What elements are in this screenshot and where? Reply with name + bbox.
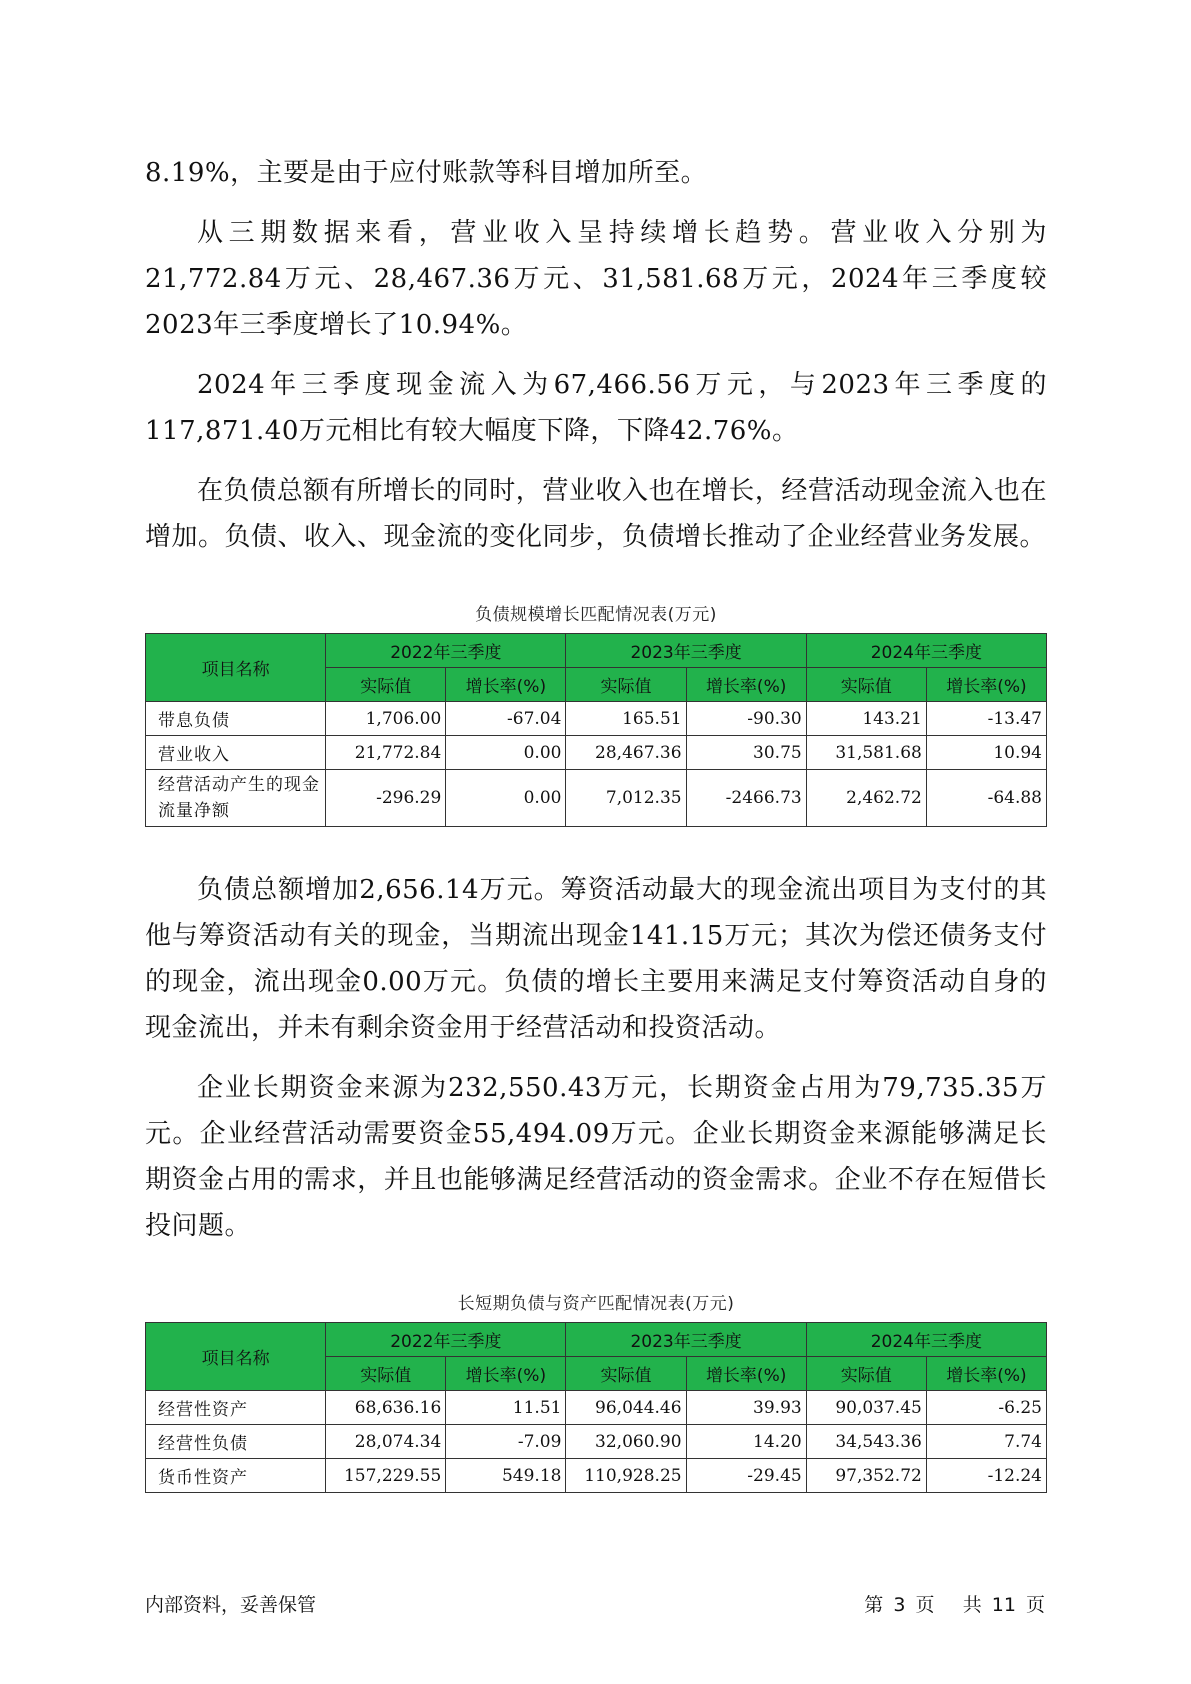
total-page-number: 11 xyxy=(991,1594,1016,1616)
table-cell: -64.88 xyxy=(926,770,1046,827)
table-cell: 2,462.72 xyxy=(806,770,926,827)
table-cell: 21,772.84 xyxy=(326,736,446,770)
table-cell: 96,044.46 xyxy=(566,1391,686,1425)
table-row xyxy=(146,1425,1047,1459)
paragraph-financing-outflow: 负债总额增加2,656.14万元。筹资活动最大的现金流出项目为支付的其他与筹资活动有关的现金，当期流出现金141.15万元；其次为偿还债务支付的现金，流出现金0.00万元。负债的增长主要用来满足支付筹资活动自身的现金流出，并未有剩余资金用于经营活动和投资活动。 xyxy=(145,875,1047,1043)
table-cell: 157,229.55 xyxy=(326,1459,446,1493)
table-cell: -29.45 xyxy=(686,1459,806,1493)
table2-caption: 长短期负债与资产匹配情况表(万元) xyxy=(457,1294,735,1314)
table-cell: 14.20 xyxy=(686,1425,806,1459)
table-cell: 30.75 xyxy=(686,736,806,770)
table-cell: 39.93 xyxy=(686,1391,806,1425)
table-cell: 32,060.90 xyxy=(566,1425,686,1459)
table-cell: 97,352.72 xyxy=(806,1459,926,1493)
actual-value-header: 实际值 xyxy=(326,1357,446,1391)
row-label: 带息负债 xyxy=(146,702,326,736)
row-label: 营业收入 xyxy=(146,736,326,770)
page-prefix: 第 xyxy=(864,1594,884,1616)
item-name-header: 项目名称 xyxy=(146,634,326,702)
growth-rate-header: 增长率(%) xyxy=(926,668,1046,702)
table-cell: 7.74 xyxy=(926,1425,1046,1459)
paragraph-long-term-funds: 企业长期资金来源为232,550.43万元，长期资金占用为79,735.35万元。企业经营活动需要资金55,494.09万元。企业长期资金来源能够满足长期资金占用的需求，并且也能够满足经营活动的资金需求。企业不存在短借长投问题。 xyxy=(145,1073,1047,1241)
table-cell: 28,467.36 xyxy=(566,736,686,770)
growth-rate-header: 增长率(%) xyxy=(446,668,566,702)
actual-value-header: 实际值 xyxy=(806,1357,926,1391)
table-row xyxy=(146,770,1047,827)
period-header: 2024年三季度 xyxy=(806,634,1046,668)
page-indicator xyxy=(862,1590,1047,1617)
period-header: 2023年三季度 xyxy=(566,1323,806,1357)
actual-value-header: 实际值 xyxy=(566,668,686,702)
growth-rate-header: 增长率(%) xyxy=(686,1357,806,1391)
table-cell: 68,636.16 xyxy=(326,1391,446,1425)
page-footer xyxy=(145,1590,1047,1617)
paragraph-revenue-trend: 从三期数据来看，营业收入呈持续增长趋势。营业收入分别为21,772.84万元、28,467.36万元、31,581.68万元，2024年三季度较2023年三季度增长了10.94%。 xyxy=(145,218,1047,340)
table-cell: -296.29 xyxy=(326,770,446,827)
table-row xyxy=(146,1459,1047,1493)
table-cell: -6.25 xyxy=(926,1391,1046,1425)
current-page-number: 3 xyxy=(893,1594,906,1616)
actual-value-header: 实际值 xyxy=(326,668,446,702)
table-cell: -67.04 xyxy=(446,702,566,736)
table-cell: 10.94 xyxy=(926,736,1046,770)
table-cell: 11.51 xyxy=(446,1391,566,1425)
table-cell: 165.51 xyxy=(566,702,686,736)
row-label: 经营活动产生的现金流量净额 xyxy=(146,770,326,827)
table-cell: -12.24 xyxy=(926,1459,1046,1493)
row-label: 经营性资产 xyxy=(146,1391,326,1425)
paragraph-continuation: 8.19%，主要是由于应付账款等科目增加所至。 xyxy=(145,158,708,188)
row-label: 货币性资产 xyxy=(146,1459,326,1493)
page-unit: 页 xyxy=(915,1594,935,1616)
table1-caption: 负债规模增长匹配情况表(万元) xyxy=(475,605,717,625)
period-header: 2022年三季度 xyxy=(326,1323,566,1357)
table-row xyxy=(146,1391,1047,1425)
table-cell: 0.00 xyxy=(446,770,566,827)
confidential-note: 内部资料，妥善保管 xyxy=(145,1594,317,1616)
table-cell: -7.09 xyxy=(446,1425,566,1459)
table-cell: -13.47 xyxy=(926,702,1046,736)
period-header: 2023年三季度 xyxy=(566,634,806,668)
table-cell: 549.18 xyxy=(446,1459,566,1493)
table-cell: 28,074.34 xyxy=(326,1425,446,1459)
table-cell: -90.30 xyxy=(686,702,806,736)
asset-liability-match-table xyxy=(145,1322,1047,1493)
table-cell: 7,012.35 xyxy=(566,770,686,827)
total-unit: 页 xyxy=(1025,1594,1045,1616)
table-cell: 0.00 xyxy=(446,736,566,770)
growth-rate-header: 增长率(%) xyxy=(926,1357,1046,1391)
table-cell: 110,928.25 xyxy=(566,1459,686,1493)
paragraph-cash-inflow: 2024年三季度现金流入为67,466.56万元，与2023年三季度的117,871.40万元相比有较大幅度下降，下降42.76%。 xyxy=(145,370,1047,446)
table-cell: 31,581.68 xyxy=(806,736,926,770)
period-header: 2022年三季度 xyxy=(326,634,566,668)
table-row xyxy=(146,702,1047,736)
growth-rate-header: 增长率(%) xyxy=(446,1357,566,1391)
paragraph-debt-growth: 在负债总额有所增长的同时，营业收入也在增长，经营活动现金流入也在增加。负债、收入、现金流的变化同步，负债增长推动了企业经营业务发展。 xyxy=(145,476,1047,552)
actual-value-header: 实际值 xyxy=(566,1357,686,1391)
debt-scale-table xyxy=(145,633,1047,827)
table-cell: 1,706.00 xyxy=(326,702,446,736)
table-cell: 143.21 xyxy=(806,702,926,736)
period-header: 2024年三季度 xyxy=(806,1323,1046,1357)
total-prefix: 共 xyxy=(962,1594,982,1616)
growth-rate-header: 增长率(%) xyxy=(686,668,806,702)
row-label: 经营性负债 xyxy=(146,1425,326,1459)
actual-value-header: 实际值 xyxy=(806,668,926,702)
table-cell: 90,037.45 xyxy=(806,1391,926,1425)
table-cell: -2466.73 xyxy=(686,770,806,827)
item-name-header: 项目名称 xyxy=(146,1323,326,1391)
table-row xyxy=(146,736,1047,770)
page-content xyxy=(145,150,1047,1493)
table-cell: 34,543.36 xyxy=(806,1425,926,1459)
